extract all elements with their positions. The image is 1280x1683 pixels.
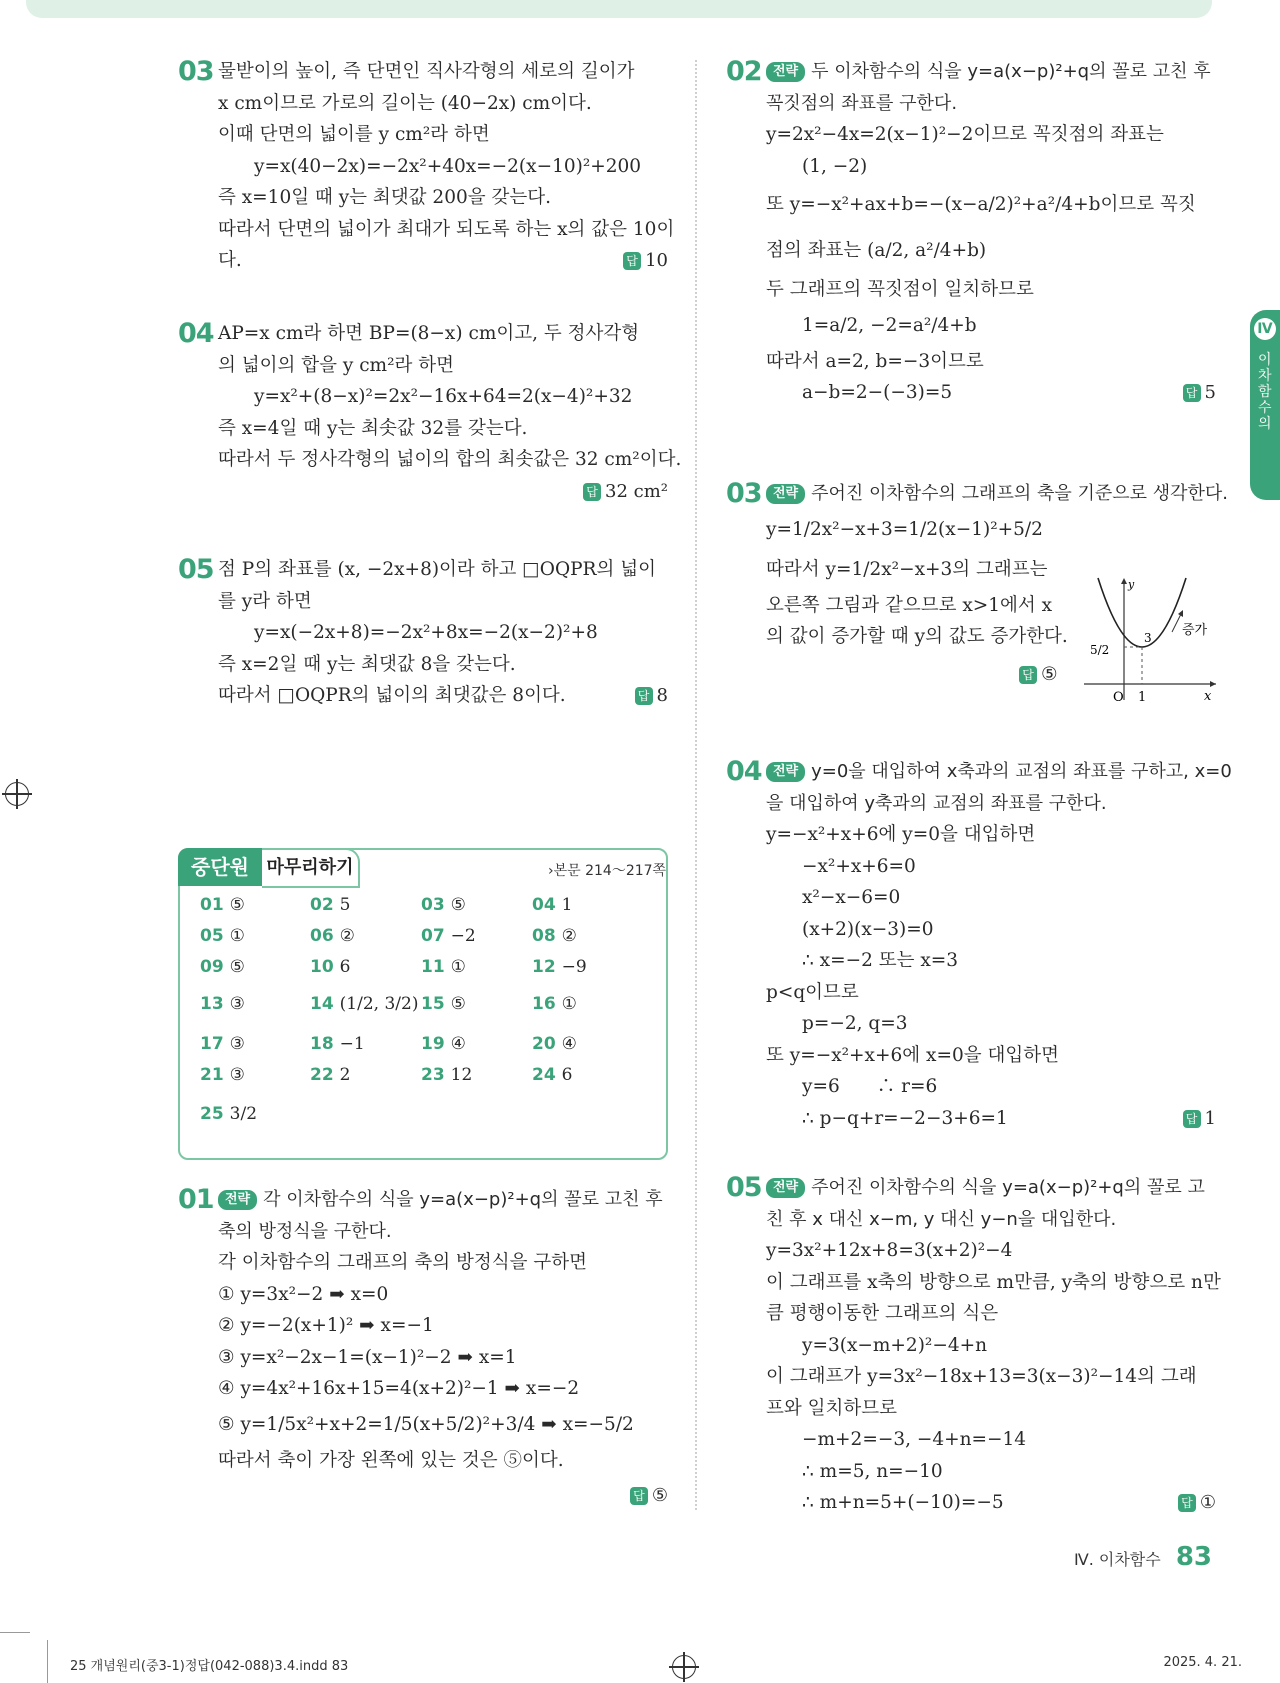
answer-number: 01 [200,895,224,915]
text-line: y=2x²−4x=2(x−1)²−2이므로 꼭짓점의 좌표는 [766,124,1164,145]
answer [1183,377,1216,409]
choice-line: ④ y=4x²+16x+15=4(x+2)²−1 ➡ x=−2 [218,1378,580,1399]
answer-value: ① [1199,1492,1216,1513]
grid-row [200,926,650,957]
solution-04 [726,756,1232,1134]
crop-mark [0,1632,30,1633]
answer-grid [200,895,650,1136]
column-divider [695,60,697,1510]
text-line: 따라서 y=1/2x²−x+3의 그래프는 [766,558,1048,580]
answer-number: 11 [421,957,445,977]
formula-line: 또 y=−x²+ax+b=−(x−a/2)²+a²/4+b이므로 꼭짓 [766,194,1196,215]
origin-label: O [1113,690,1124,705]
formula-line: x²−x−6=0 [802,887,901,908]
solution-03 [178,56,675,277]
strategy-text: 두 이차함수의 식을 y=a(x−p)²+q의 꼴로 고친 후 [811,61,1211,82]
problem-number: 05 [726,1172,762,1203]
problem-number: 01 [178,1184,214,1215]
answer-number: 10 [310,957,334,977]
page-reference: ›본문 214～217쪽 [548,863,667,879]
registration-mark-icon [672,1655,696,1679]
problem-number: 02 [726,56,762,87]
formula-line: ∴ m=5, n=−10 [802,1460,943,1482]
registration-mark-icon [5,782,29,806]
answer-value: ② [339,926,355,946]
text-line: 이때 단면의 넓이를 y cm²라 하면 [218,124,490,145]
text-line: 의 넓이의 합을 y cm²라 하면 [218,354,455,376]
answer-number: 15 [421,994,445,1014]
answer-number: 12 [532,957,556,977]
answer-value: (1/2, 3/2) [339,994,419,1014]
answer-value: ⑤ [1041,663,1058,685]
box-tab-subtitle: 마무리하기 [262,848,360,888]
chapter-title: 이차함수의 [1258,352,1272,432]
strategy-tag: 전략 [766,484,805,504]
point-label-3: 3 [1144,631,1152,645]
answer-icon: 답 [630,1487,648,1505]
text-line: 두 그래프의 꼭짓점이 일치하므로 [766,279,1034,300]
choice-line: ⑤ y=1/5x²+x+2=1/5(x+5/2)²+3/4 ➡ x=−5/2 [218,1413,634,1435]
answer-value: ⑤ [450,895,466,915]
formula-line: y=x²+(8−x)²=2x²−16x+64=2(x−4)²+32 [254,386,633,407]
formula-line: y=3x²+12x+8=3(x+2)²−4 [766,1240,1013,1261]
answer-value: 32 cm² [605,480,668,502]
text-line: y=−x²+x+6에 y=0을 대입하면 [766,824,1036,845]
answer-icon: 답 [635,687,653,705]
problem-number: 04 [178,318,214,349]
strategy-text: 주어진 이차함수의 식을 y=a(x−p)²+q의 꼴로 고 [811,1177,1205,1198]
formula-line: −x²+x+6=0 [802,855,916,877]
formula-line: (x+2)(x−3)=0 [802,918,934,940]
strategy-text: 을 대입하여 y축과의 교점의 좌표를 구한다. [766,792,1107,814]
problem-number: 03 [726,478,762,509]
formula-line: a−b=2−(−3)=5 [802,382,953,403]
problem-number: 03 [178,56,214,87]
text-line: p<q이므로 [766,981,859,1003]
answer-value: ① [450,957,466,977]
answer-icon: 답 [623,252,641,270]
text-line: 따라서 축이 가장 왼쪽에 있는 것은 ⑤이다. [218,1449,564,1471]
x-axis-label: x [1204,689,1212,704]
answer-number: 13 [200,994,224,1014]
text-line: 따라서 단면의 넓이가 최대가 되도록 하는 x의 값은 10이 [218,218,675,240]
answer [1183,1103,1216,1135]
answer-value: −9 [561,957,587,977]
formula-line: y=x(−2x+8)=−2x²+8x=−2(x−2)²+8 [254,622,598,643]
answer-number: 25 [200,1104,224,1124]
answer-value: 5 [1204,382,1216,403]
y-axis-arrow [1121,578,1127,584]
text-line: 따라서 a=2, b=−3이므로 [766,350,984,372]
answer-number: 04 [532,895,556,915]
formula-line: y=1/2x²−x+3=1/2(x−1)²+5/2 [766,518,1043,540]
answer [1178,1487,1216,1519]
formula-line: y=3(x−m+2)²−4+n [802,1334,988,1356]
answer-value: −2 [450,926,476,946]
section-title: Ⅳ. 이차함수 [1073,1550,1161,1569]
grid-row [200,957,650,988]
answer [635,680,668,712]
answer-number: 20 [532,1034,556,1054]
answer-number: 18 [310,1034,334,1054]
solution-02 [726,56,1216,409]
text-line: 따라서 두 정사각형의 넓이의 합의 최솟값은 32 cm²이다. [218,449,682,470]
formula-line: y=6 ∴ r=6 [802,1076,938,1097]
answer-number: 06 [310,926,334,946]
choice-line: ③ y=x²−2x−1=(x−1)²−2 ➡ x=1 [218,1346,517,1368]
answer-value: 6 [561,1065,573,1085]
y-axis-label: y [1128,578,1135,591]
formula-line: −m+2=−3, −4+n=−14 [802,1429,1027,1450]
answer-value: ④ [561,1034,577,1054]
answer [218,1480,668,1512]
answer-value: 5 [339,895,351,915]
print-info: 25 개념원리(중3-1)정답(042-088)3.4.indd 83 [70,1659,349,1674]
tick-label-1: 1 [1138,690,1147,705]
answer-value: 3/2 [229,1104,258,1124]
answer-number: 09 [200,957,224,977]
text-line: 물받이의 높이, 즉 단면인 직사각형의 세로의 길이가 [218,61,635,82]
text-line: 큼 평행이동한 그래프의 식은 [766,1303,999,1324]
answer-icon: 답 [1019,666,1037,684]
solution-04 [178,318,682,507]
parabola-graph [1080,572,1220,704]
answer-value: 6 [339,957,351,977]
solution-05 [726,1172,1221,1519]
formula-line: ∴ p−q+r=−2−3+6=1 [802,1107,1008,1129]
formula-line: p=−2, q=3 [802,1013,908,1034]
text-line: 프와 일치하므로 [766,1397,897,1419]
grid-row [200,1034,650,1065]
answer-value: ② [561,926,577,946]
answer [218,476,668,508]
crop-mark [47,1640,48,1683]
answer-number: 19 [421,1034,445,1054]
answer-value: ⑤ [651,1485,668,1506]
answer-number: 23 [421,1065,445,1085]
text-line: 오른쪽 그림과 같으므로 x>1에서 x [766,594,1053,616]
answer [623,245,668,277]
answer-number: 17 [200,1034,224,1054]
formula-line: 1=a/2, −2=a²/4+b [802,314,977,336]
answer-number: 22 [310,1065,334,1085]
chapter-number: Ⅳ [1254,318,1276,340]
text-line: 를 y라 하면 [218,590,312,612]
strategy-tag: 전략 [218,1190,257,1210]
answer-value: 2 [339,1065,351,1085]
text-line: 즉 x=10일 때 y는 최댓값 200을 갖는다. [218,187,551,208]
answer-number: 07 [421,926,445,946]
answer-number: 14 [310,994,334,1014]
print-date: 2025. 4. 21. [1163,1655,1242,1670]
answer-number: 02 [310,895,334,915]
strategy-text: 주어진 이차함수의 그래프의 축을 기준으로 생각한다. [811,483,1228,504]
choice-line: ② y=−2(x+1)² ➡ x=−1 [218,1315,434,1336]
answer-icon: 답 [1183,384,1201,402]
answer-value: ① [229,926,245,946]
formula-line: y=x(40−2x)=−2x²+40x=−2(x−10)²+200 [254,155,642,177]
strategy-tag: 전략 [766,62,805,82]
answer-number: 24 [532,1065,556,1085]
grid-row [200,895,650,926]
increase-label: 증가 [1182,623,1208,638]
formula-line: ∴ m+n=5+(−10)=−5 [802,1492,1004,1513]
solution-01 [178,1184,668,1512]
text-line: AP=x cm라 하면 BP=(8−x) cm이고, 두 정사각형 [218,323,640,344]
text-line: 즉 x=2일 때 y는 최댓값 8을 갖는다. [218,653,516,675]
formula-line: (1, −2) [802,155,868,177]
answer-icon: 답 [1178,1494,1196,1512]
answer-value: 12 [450,1065,473,1085]
strategy-text: 축의 방정식을 구한다. [218,1220,392,1242]
x-axis-arrow [1210,681,1216,687]
top-band [26,0,1212,18]
text-line: 따라서 □OQPR의 넓이의 최댓값은 8이다. [218,685,566,706]
box-tab-title: 중단원 [178,848,262,886]
answer-value: ③ [229,1065,245,1085]
strategy-text: 각 이차함수의 식을 y=a(x−p)²+q의 꼴로 고친 후 [263,1189,663,1210]
y-intercept-label: 5/2 [1090,643,1110,657]
text-line: 이 그래프가 y=3x²−18x+13=3(x−3)²−14의 그래 [766,1366,1197,1387]
text-line: 각 이차함수의 그래프의 축의 방정식을 구하면 [218,1252,587,1273]
answer-number: 21 [200,1065,224,1085]
grid-row [200,1065,650,1096]
text-line: 또 y=−x²+x+6에 x=0을 대입하면 [766,1044,1059,1066]
answer-icon: 답 [583,483,601,501]
answer-value: 8 [656,685,668,706]
answer-number: 08 [532,926,556,946]
answer-value: ⑤ [450,994,466,1014]
text-line: 점 P의 좌표를 (x, −2x+8)이라 하고 □OQPR의 넓이 [218,559,656,580]
formula-line: 점의 좌표는 (a/2, a²/4+b) [766,240,987,261]
answer-value: ⑤ [229,957,245,977]
problem-number: 04 [726,756,762,787]
answer-value: ① [561,994,577,1014]
answer-number: 05 [200,926,224,946]
strategy-text: 꼭짓점의 좌표를 구한다. [766,92,958,114]
text-line: 이 그래프를 x축의 방향으로 m만큼, y축의 방향으로 n만 [766,1271,1221,1293]
choice-line: ① y=3x²−2 ➡ x=0 [218,1283,389,1305]
formula-line: ∴ x=−2 또는 x=3 [802,950,959,971]
answer-value: 1 [561,895,573,915]
chapter-side-tab [1250,310,1280,500]
page-footer [1074,1542,1212,1572]
answer-value: −1 [339,1034,365,1054]
answer-icon: 답 [1183,1110,1201,1128]
answer-value: ③ [229,1034,245,1054]
strategy-text: 친 후 x 대신 x−m, y 대신 y−n을 대입한다. [766,1208,1117,1230]
chevron-right-icon: › [548,863,554,879]
strategy-tag: 전략 [766,762,805,782]
text-line: 다. [218,250,242,271]
answer-value: 1 [1204,1107,1216,1129]
answer-number: 03 [421,895,445,915]
strategy-text: y=0을 대입하여 x축과의 교점의 좌표를 구하고, x=0 [811,761,1232,782]
solution-05 [178,554,668,712]
answer-value: 10 [645,250,668,271]
answer-value: ⑤ [229,895,245,915]
grid-row [200,1096,650,1136]
answer-number: 16 [532,994,556,1014]
grid-row [200,988,650,1034]
parabola-curve [1098,578,1186,647]
page-number: 83 [1175,1542,1212,1572]
answer-value: ③ [229,994,245,1014]
text-line: x cm이므로 가로의 길이는 (40−2x) cm이다. [218,92,592,114]
text-line: 의 값이 증가할 때 y의 값도 증가한다. [766,626,1068,647]
problem-number: 05 [178,554,214,585]
text-line: 즉 x=4일 때 y는 최솟값 32를 갖는다. [218,417,528,439]
strategy-tag: 전략 [766,1178,805,1198]
answer-value: ④ [450,1034,466,1054]
